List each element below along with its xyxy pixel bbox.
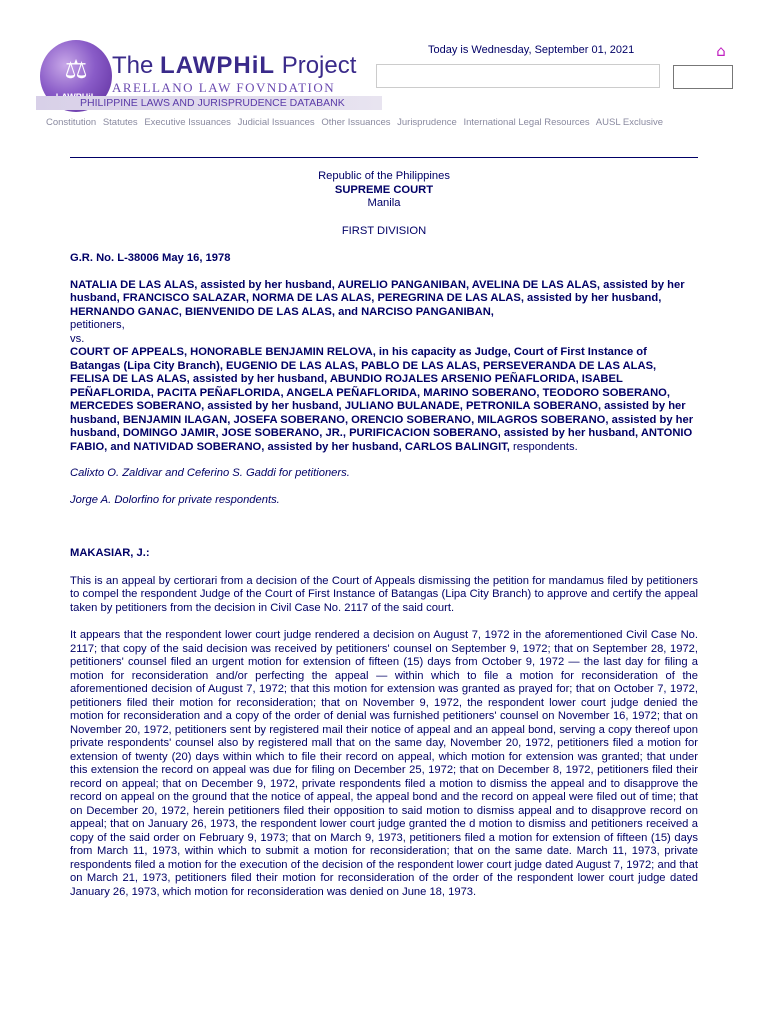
search-button[interactable] [673, 65, 733, 89]
search-input[interactable] [376, 64, 660, 88]
header-divider [70, 157, 698, 158]
case-number: G.R. No. L-38006 May 16, 1978 [70, 252, 231, 264]
databank-label: PHILIPPINE LAWS AND JURISPRUDENCE DATABANK [80, 97, 345, 109]
court-name: SUPREME COURT [334, 183, 434, 196]
republic-line: Republic of the Philippines [318, 170, 450, 182]
nav-judicial-issuances[interactable]: Judicial Issuances [237, 117, 315, 128]
title-suffix: Project [275, 52, 357, 79]
respondents-names: COURT OF APPEALS, HONORABLE BENJAMIN RELOVA, in his capacity as Judge, Court of First Instance of Batangas (Lipa City Branch), EUGENIO DE LAS ALAS, PABLO DE LAS ALAS, PERSEVERANDA DE LAS ALAS, FELISA DE LAS ALAS, assisted by her husband, ABUNDIO ROJALES ARSENIO PEÑAFLORIDA, ISABEL PEÑAFLORIDA, PACITA PEÑAFLORIDA, ANGELA PEÑAFLORIDA, MARINO SOBERANO, TEODORO SOBERANO, MERCEDES SOBERANO, assisted by her husband, JULIANO BULANADE, PETRONILA SOBERANO, assisted by her husband, BENJAMIN ILAGAN, JOSEFA SOBERANO, ORENCIO SOBERANO, MILAGROS SOBERANO, assisted by her husband, DOMINGO JAMIR, JOSE SOBERANO, JR., PURIFICACION SOBERANO, assisted by her husband, ANTONIO FABIO, and NATIVIDAD SOBERANO, assisted by her husband, CARLOS BALINGIT, [70, 346, 694, 453]
court-city: Manila [367, 197, 401, 209]
respondents-label: respondents. [509, 440, 578, 453]
counsel-petitioners: Calixto O. Zaldivar and Ceferino S. Gaddi for petitioners. [70, 467, 350, 479]
site-title [112, 52, 356, 80]
nav-jurisprudence[interactable]: Jurisprudence [397, 117, 457, 128]
paragraph-2: It appears that the respondent lower court judge rendered a decision on August 7, 1972 in the aforementioned Civil Case No. 2117; that copy of the said decision was received by petitioners' counsel on September 9, 1972; that on September 28, 1972, petitioners' counsel filed an urgent motion for extension of fifteen (15) days from October 9, 1972 — the last day for filing a motion for reconsideration and/or perfecting the appeal — within which to file a motion for reconsideration of the aforementioned decision of August 7, 1972; that this motion for extension was granted as prayed for; that on October 7, 1972, petitioners filed their motion for reconsideration; that on November 9, 1972, the respondent lower court judge denied the motion for reconsideration and a copy of the order of denial was furnished petitioners' counsel on November 16, 1972; that on November 20, 1972, petitioners sent by registered mail their notice of appeal and an appeal bond, serving a copy thereof upon private respondents' counsel also by registered mall that on the same day, November 20, 1972, petitioners filed a motion for extension of twenty (20) days within which to file their record on appeal, which motion for extension was granted; that under this extension the record on appeal was due for filing on December 25, 1972; that on December 8, 1972, petitioners filed their record on appeal; that on December 9, 1972, private respondents filed a motion to dismiss the appeal and to disapprove the record on appeal on the ground that the notice of appeal, the appeal bond and the record on appeal were filed out of time; that on December 20, 1972, herein petitioners filed their opposition to said motion to dismiss appeal and to disapprove record on appeal; that on January 26, 1973, the respondent lower court judge granted the d motion to dismiss and petitioners received a copy of the said order on February 9, 1973; that on March 9, 1973, petitioners filed a motion for extension of fifteen (15) days from March 11, 1973, within which to submit a motion for reconsideration; that on the same date. March 11, 1973, private respondents filed a motion for the execution of the decision of the respondent lower court judge dated August 7, 1972; and that on March 21, 1973, petitioners filed their motion for reconsideration of the order of the respondent lower court judge dated January 26, 1973, which motion for reconsideration was denied on June 18, 1973. [70, 629, 698, 898]
petitioners-label: petitioners, [70, 319, 125, 331]
databank-strip [36, 96, 382, 110]
nav-international-legal-resources[interactable]: International Legal Resources [463, 117, 590, 128]
today-date: Today is Wednesday, September 01, 2021 [428, 44, 635, 56]
site-header [0, 0, 768, 150]
nav-ausl-exclusive[interactable]: AUSL Exclusive [595, 117, 664, 128]
scales-of-justice-icon: ⚖ [64, 55, 88, 85]
paragraph-1: This is an appeal by certiorari from a decision of the Court of Appeals dismissing the petition for mandamus filed by petitioners to compel the respondent Judge of the Court of First Instance of Batangas (Lipa City Branch) to approve and certify the appeal taken by petitioners from the decision in Civil Case No. 2117 of the said court. [70, 574, 698, 614]
petitioners-names: NATALIA DE LAS ALAS, assisted by her husband, AURELIO PANGANIBAN, AVELINA DE LAS ALAS, assisted by her husband, FRANCISCO SALAZAR, NORMA DE LAS ALAS, PEREGRINA DE LAS ALAS, assisted by her husband, HERNANDO GANAC, BIENVENIDO DE LAS ALAS, and NARCISO PANGANIBAN, [70, 278, 685, 318]
title-prefix: The [112, 52, 161, 79]
nav-other-issuances[interactable]: Other Issuances [321, 117, 391, 128]
nav-executive-issuances[interactable]: Executive Issuances [144, 117, 231, 128]
decision-document [70, 170, 698, 899]
ponente: MAKASIAR, J.: [70, 547, 150, 559]
counsel-respondents: Jorge A. Dolorfino for private respondents. [70, 493, 280, 506]
nav-constitution[interactable]: Constitution [46, 117, 97, 128]
versus: vs. [70, 332, 85, 345]
foundation-name: ARELLANO LAW FOVNDATION [112, 80, 336, 95]
division-name: FIRST DIVISION [341, 224, 427, 237]
home-icon[interactable]: ⌂ [716, 42, 726, 60]
nav-statutes[interactable]: Statutes [102, 117, 138, 128]
main-nav [46, 117, 746, 128]
title-brand: LAWPHiL [160, 52, 276, 79]
respondents-block [70, 346, 698, 454]
